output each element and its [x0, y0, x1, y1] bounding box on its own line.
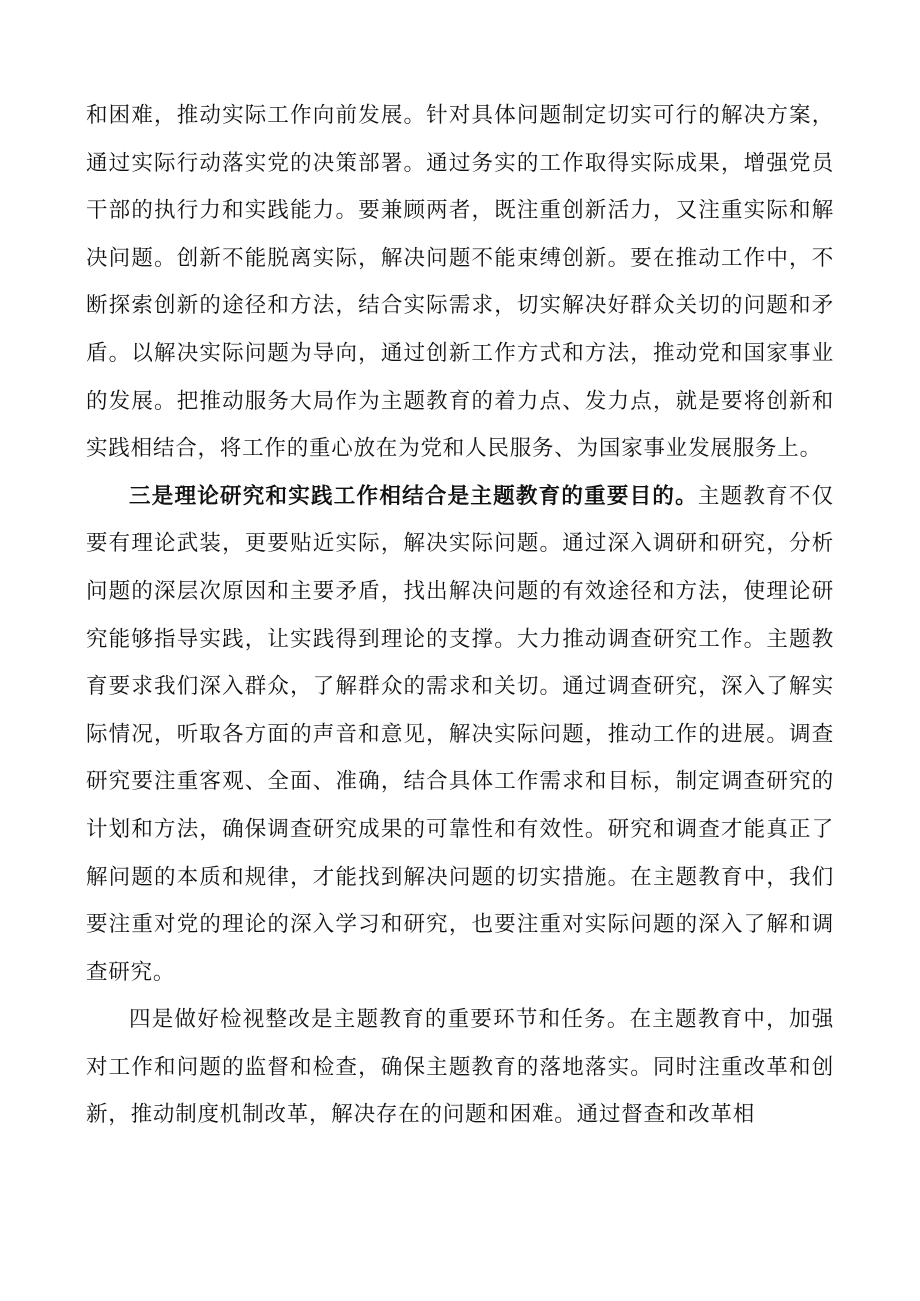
paragraph-lead-heading: 三是理论研究和实践工作相结合是主题教育的重要目的。 [129, 483, 698, 509]
paragraph-point-three [86, 473, 834, 997]
document-page [86, 92, 834, 1139]
paragraph-point-four [86, 996, 834, 1139]
paragraph-text: 四是做好检视整改是主题教育的重要环节和任务。在主题教育中，加强对工作和问题的监督和检查，确保主题教育的落地落实。同时注重改革和创新，推动制度机制改革，解决存在的问题和困难。通过督查和改革相 [86, 1007, 834, 1128]
paragraph-text: 主题教育不仅要有理论武装，更要贴近实际，解决实际问题。通过深入调研和研究，分析问题的深层次原因和主要矛盾，找出解决问题的有效途径和方法，使理论研究能够指导实践，让实践得到理论的支撑。大力推动调查研究工作。主题教育要求我们深入群众，了解群众的需求和关切。通过调查研究，深入了解实际情况，听取各方面的声音和意见，解决实际问题，推动工作的进展。调查研究要注重客观、全面、准确，结合具体工作需求和目标，制定调查研究的计划和方法，确保调查研究成果的可靠性和有效性。研究和调查才能真正了解问题的本质和规律，才能找到解决问题的切实措施。在主题教育中，我们要注重对党的理论的深入学习和研究，也要注重对实际问题的深入了解和调查研究。 [86, 483, 834, 985]
paragraph-continuation [86, 92, 834, 473]
paragraph-text: 和困难，推动实际工作向前发展。针对具体问题制定切实可行的解决方案，通过实际行动落实党的决策部署。通过务实的工作取得实际成果，增强党员干部的执行力和实践能力。要兼顾两者，既注重创新活力，又注重实际和解决问题。创新不能脱离实际，解决问题不能束缚创新。要在推动工作中，不断探索创新的途径和方法，结合实际需求，切实解决好群众关切的问题和矛盾。以解决实际问题为导向，通过创新工作方式和方法，推动党和国家事业的发展。把推动服务大局作为主题教育的着力点、发力点，就是要将创新和实践相结合，将工作的重心放在为党和人民服务、为国家事业发展服务上。 [86, 103, 834, 462]
